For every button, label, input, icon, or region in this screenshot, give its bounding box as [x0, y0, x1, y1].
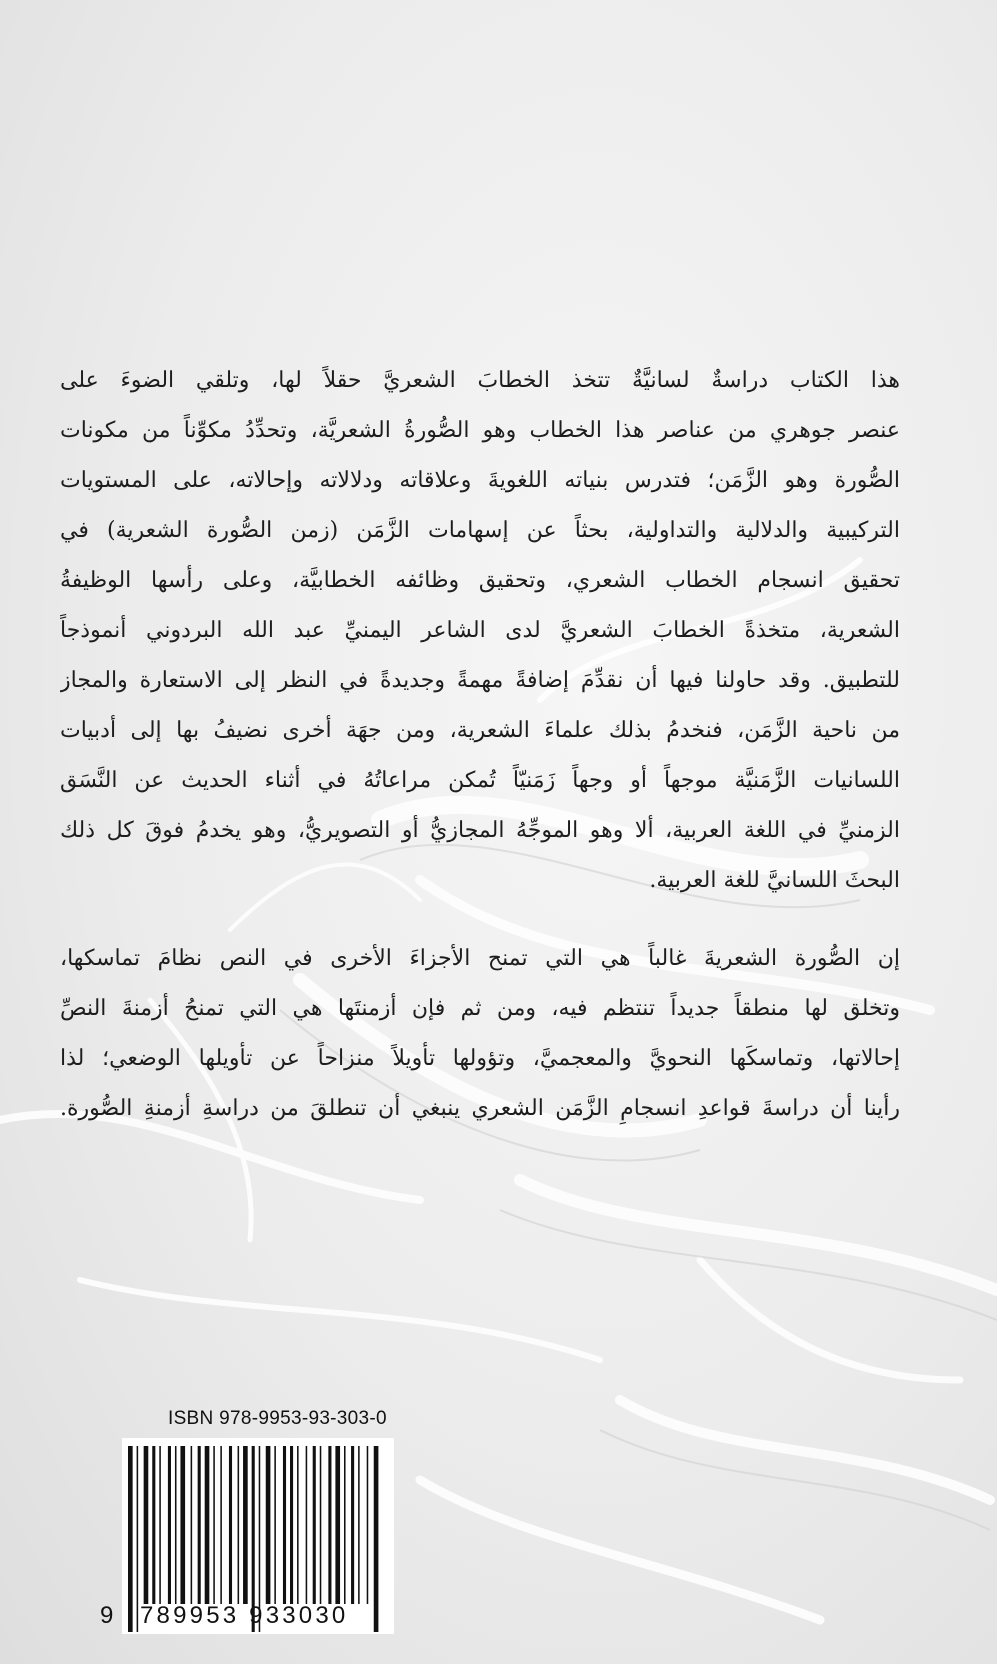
text-line: هذا الكتاب دراسةٌ لسانيَّةٌ تتخذ الخطابَ الشعريَّ حقلاً لها، وتلقي الضوءَ على [60, 368, 900, 393]
barcode-bar [351, 1446, 354, 1604]
barcode-bar [367, 1446, 369, 1604]
description-paragraph-1 [60, 356, 900, 906]
barcode-bar [175, 1446, 177, 1604]
text-line: رأينا أن دراسةَ قواعدِ انسجامِ الزَّمَن الشعري ينبغي أن تنطلقَ من دراسةِ أزمنةِ الصُّورة. [60, 1096, 900, 1121]
barcode-bar [198, 1446, 201, 1604]
barcode-bar [297, 1446, 299, 1604]
barcode-bar [205, 1446, 210, 1604]
barcode-bar [238, 1446, 240, 1604]
barcode-bar [243, 1446, 248, 1604]
text-line: البحثَ اللسانيَّ للغة العربية. [649, 868, 900, 893]
text-line: إحالاتها، وتماسكَها النحويَّ والمعجميَّ، وتؤولها تأويلاً منزاحاً عن تأويلها الوضعي؛ لذا [60, 1046, 900, 1071]
barcode-bar [328, 1446, 331, 1604]
barcode-bar [152, 1446, 155, 1604]
text-line: الصُّورة وهو الزَّمَن؛ فتدرس بنياته اللغويةَ وعلاقاته ودلالاته وإحالاته، على المستويات [60, 468, 900, 493]
isbn-label: ISBN 978-9953-93-303-0 [168, 1408, 387, 1429]
barcode-bar [144, 1446, 149, 1604]
text-line: إن الصُّورة الشعريةَ غالباً هي التي تمنح الأجزاءَ الأخرى في النص نظامَ تماسكها، [60, 946, 900, 971]
barcode-bar [320, 1446, 322, 1604]
barcode-bar [220, 1446, 222, 1604]
barcode-bar [374, 1446, 379, 1632]
description-paragraph-2 [60, 934, 900, 1134]
barcode-bar [229, 1446, 232, 1604]
barcode-bar [358, 1446, 360, 1604]
barcode-bar [191, 1446, 193, 1604]
text-line: وتخلق لها منطقاً جديداً تنتظم فيه، ومن ثم فإن أزمنتَها هي التي تمنحُ أزمنةَ النصِّ [60, 996, 900, 1021]
text-line: اللسانيات الزَّمَنيَّة موجهاً أو وجهاً زَمَنيّاً تُمكن مراعاتُهُ في أثناء الحديث عن النَّسَق [60, 768, 900, 793]
back-cover-description [60, 356, 900, 1134]
barcode-bar [306, 1446, 308, 1604]
barcode-bar [313, 1446, 316, 1604]
text-line: للتطبيق. وقد حاولنا فيها أن نقدِّمَ إضافةً مهمةً وجديدةً في النظر إلى الاستعارة والمجاز [60, 668, 900, 693]
barcode-bar [266, 1446, 271, 1604]
barcode-bar [159, 1446, 161, 1604]
barcode-bar [344, 1446, 346, 1604]
barcode-first-digit: 9 [100, 1602, 116, 1629]
barcode-digit-groups: 789953 933030 [140, 1602, 349, 1629]
barcode-bar [290, 1446, 293, 1604]
text-line: تحقيق انسجام الخطاب الشعري، وتحقيق وظائفه الخطابيَّة، وعلى رأسها الوظيفةُ [60, 568, 900, 593]
barcode-bar [168, 1446, 171, 1604]
text-line: من ناحية الزَّمَن، فنخدمُ بذلك علماءَ الشعرية، ومن جهَة أخرى نضيفُ بها إلى أدبيات [60, 718, 900, 743]
barcode-bar [274, 1446, 276, 1604]
text-line: التركيبية والدلالية والتداولية، بحثاً عن إسهامات الزَّمَن (زمن الصُّورة الشعرية) في [60, 518, 900, 543]
barcode-bar [213, 1446, 215, 1604]
barcode-bar [335, 1446, 340, 1604]
text-line: الزمنيِّ في اللغة العربية، ألا وهو الموجِّهُ المجازيُّ أو التصويريُّ، وهو يخدمُ فوقَ كل ذلك [60, 818, 900, 843]
barcode-bar [128, 1446, 133, 1632]
barcode-bar [180, 1446, 185, 1604]
text-line: عنصر جوهري من عناصر هذا الخطاب وهو الصُّورةُ الشعريَّة، وتحدِّدُ مكوِّناً من مكونات [60, 418, 900, 443]
text-line: الشعرية، متخذةً الخطابَ الشعريَّ لدى الشاعر اليمنيِّ عبد الله البردوني أنموذجاً [60, 618, 900, 643]
barcode-bar [137, 1446, 139, 1632]
barcode-bar [283, 1446, 286, 1604]
